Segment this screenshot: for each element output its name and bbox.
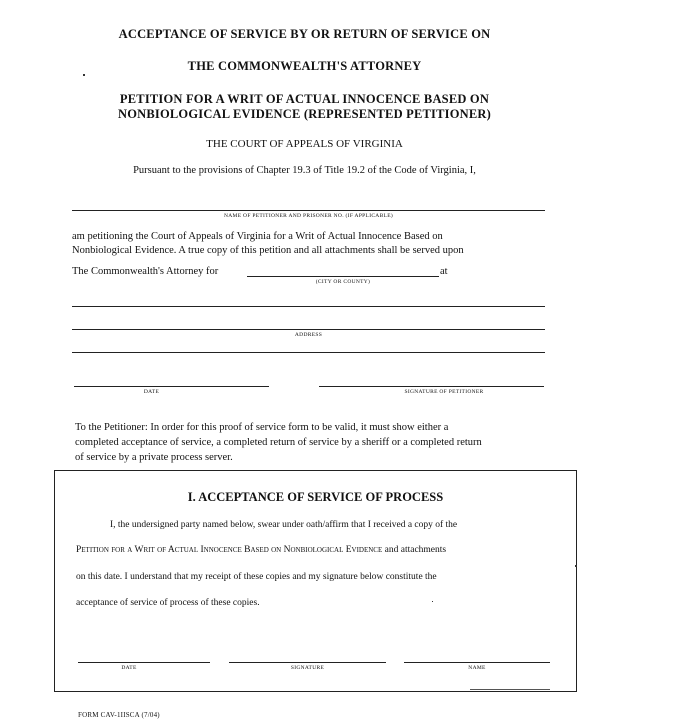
petitioner-signature-label: SIGNATURE OF PETITIONER [404, 389, 484, 395]
court-name: THE COURT OF APPEALS OF VIRGINIA [206, 138, 403, 150]
pursuant-text: Pursuant to the provisions of Chapter 19.3 of Title 19.2 of the Code of Virginia, I, [133, 165, 476, 176]
attorney-for-label: The Commonwealth's Attorney for [72, 266, 219, 277]
notice-line-1: To the Petitioner: In order for this proof of service form to be valid, it must show either a [75, 422, 449, 433]
acceptance-para-2 [76, 545, 446, 555]
petitioning-line-2: Nonbiological Evidence. A true copy of this petition and all attachments shall be served upon [72, 245, 464, 256]
petitioner-signature-line[interactable] [319, 386, 544, 387]
acceptance-name-label: NAME [468, 665, 486, 671]
acceptance-heading: I. ACCEPTANCE OF SERVICE OF PROCESS [187, 490, 444, 504]
notice-line-3: of service by a private process server. [75, 452, 233, 463]
address-label: ADDRESS [294, 332, 323, 338]
acceptance-date-label: DATE [121, 665, 137, 671]
petition-title-smallcaps: Petition for a Writ of Actual Innocence Based on Nonbiological Evidence [76, 545, 383, 555]
acceptance-signature-line[interactable] [229, 662, 386, 663]
speck [83, 74, 85, 76]
acceptance-signature-label: SIGNATURE [290, 665, 325, 671]
date-label: DATE [143, 389, 160, 395]
petition-title-rest: and attachments [382, 545, 447, 555]
petitioner-name-label: NAME OF PETITIONER AND PRISONER NO. (IF APPLICABLE) [223, 213, 393, 219]
acceptance-para-1: I, the undersigned party named below, swear under oath/affirm that I received a copy of the [110, 520, 458, 530]
acceptance-para-3: on this date. I understand that my receipt of these copies and my signature below constitute the [76, 572, 437, 582]
at-label: at [440, 266, 448, 277]
header-line-3: PETITION FOR A WRIT OF ACTUAL INNOCENCE BASED ON [119, 92, 490, 106]
speck [432, 601, 433, 602]
address-line-2[interactable] [72, 329, 545, 330]
city-county-line[interactable] [247, 276, 439, 277]
acceptance-name-line[interactable] [404, 662, 550, 663]
address-line-1[interactable] [72, 306, 545, 307]
address-line-3[interactable] [72, 352, 545, 353]
date-line[interactable] [74, 386, 269, 387]
acceptance-date-line[interactable] [78, 662, 210, 663]
notice-line-2: completed acceptance of service, a completed return of service by a sheriff or a completed return [75, 437, 482, 448]
petitioner-name-line[interactable] [72, 210, 545, 211]
acceptance-para-4: acceptance of service of process of these copies. [76, 598, 260, 608]
header-line-2: THE COMMONWEALTH'S ATTORNEY [187, 59, 422, 73]
speck [575, 565, 577, 567]
header-line-1: ACCEPTANCE OF SERVICE BY OR RETURN OF SERVICE ON [118, 27, 491, 41]
header-line-4: NONBIOLOGICAL EVIDENCE (REPRESENTED PETITIONER) [117, 107, 491, 121]
petitioning-line-1: am petitioning the Court of Appeals of Virginia for a Writ of Actual Innocence Based on [72, 231, 443, 242]
box-edge-mark [470, 689, 550, 690]
form-id: FORM CAV-1IISCA (7/04) [78, 711, 160, 719]
city-county-label: (CITY OR COUNTY) [315, 279, 371, 285]
